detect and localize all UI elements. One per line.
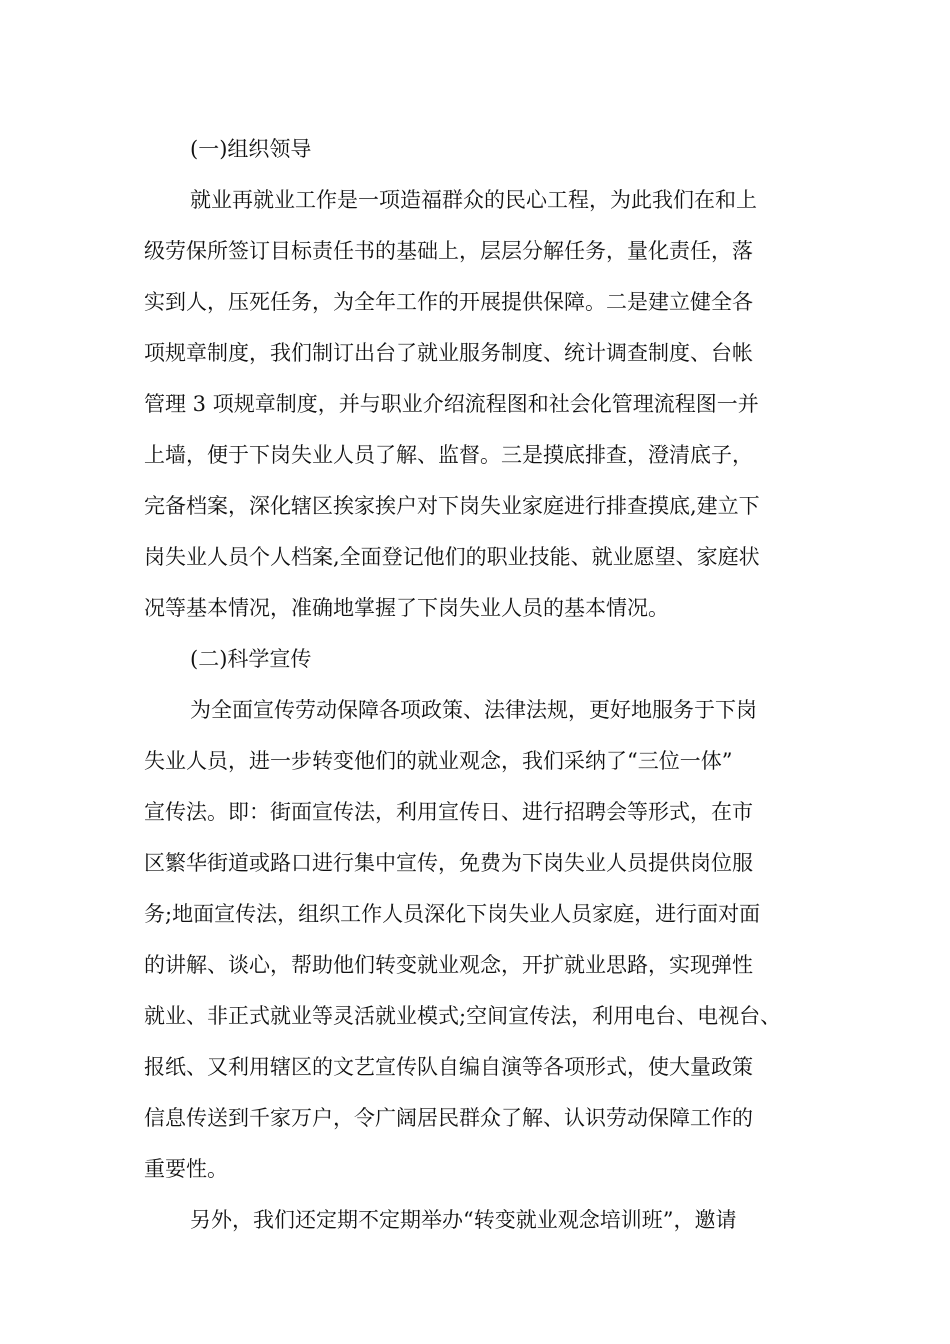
paragraph-line: 信息传送到千家万户，令广阔居民群众了解、认识劳动保障工作的 [144, 1106, 753, 1130]
paragraph-line: 就业、非正式就业等灵活就业模式;空间宣传法，利用电台、电视台、 [144, 1004, 782, 1028]
paragraph-line: 的讲解、谈心，帮助他们转变就业观念，开扩就业思路，实现弹性 [144, 953, 753, 977]
paragraph-line: 岗失业人员个人档案,全面登记他们的职业技能、就业愿望、家庭状 [144, 545, 760, 569]
paragraph-line: 务;地面宣传法，组织工作人员深化下岗失业人员家庭，进行面对面 [144, 902, 761, 926]
paragraph-line: 另外，我们还定期不定期举办“转变就业观念培训班”，邀请 [190, 1208, 737, 1232]
paragraph-line: 上墙，便于下岗失业人员了解、监督。三是摸底排查，澄清底子， [144, 443, 753, 467]
paragraph-line: 为全面宣传劳动保障各项政策、法律法规，更好地服务于下岗 [190, 698, 757, 722]
paragraph-line: 报纸、又利用辖区的文艺宣传队自编自演等各项形式，使大量政策 [144, 1055, 753, 1079]
paragraph-line: 管理 3 项规章制度，并与职业介绍流程图和社会化管理流程图一并 [144, 392, 759, 416]
paragraph-line: 宣传法。即：街面宣传法，利用宣传日、进行招聘会等形式，在市 [144, 800, 753, 824]
paragraph-line: 项规章制度，我们制订出台了就业服务制度、统计调查制度、台帐 [144, 341, 753, 365]
section-heading-organization: (一)组织领导 [190, 137, 312, 161]
paragraph-line: 失业人员，进一步转变他们的就业观念，我们采纳了“三位一体” [144, 749, 733, 773]
paragraph-line: 实到人，压死任务，为全年工作的开展提供保障。二是建立健全各 [144, 290, 753, 314]
paragraph-line: 级劳保所签订目标责任书的基础上，层层分解任务，量化责任，落 [144, 239, 753, 263]
paragraph-line: 况等基本情况，准确地掌握了下岗失业人员的基本情况。 [144, 596, 669, 620]
paragraph-line: 重要性。 [144, 1157, 228, 1181]
section-heading-publicity: (二)科学宣传 [190, 647, 312, 671]
paragraph-line: 就业再就业工作是一项造福群众的民心工程，为此我们在和上 [190, 188, 757, 212]
paragraph-line: 区繁华街道或路口进行集中宣传，免费为下岗失业人员提供岗位服 [144, 851, 753, 875]
paragraph-line: 完备档案，深化辖区挨家挨户对下岗失业家庭进行排查摸底,建立下 [144, 494, 760, 518]
